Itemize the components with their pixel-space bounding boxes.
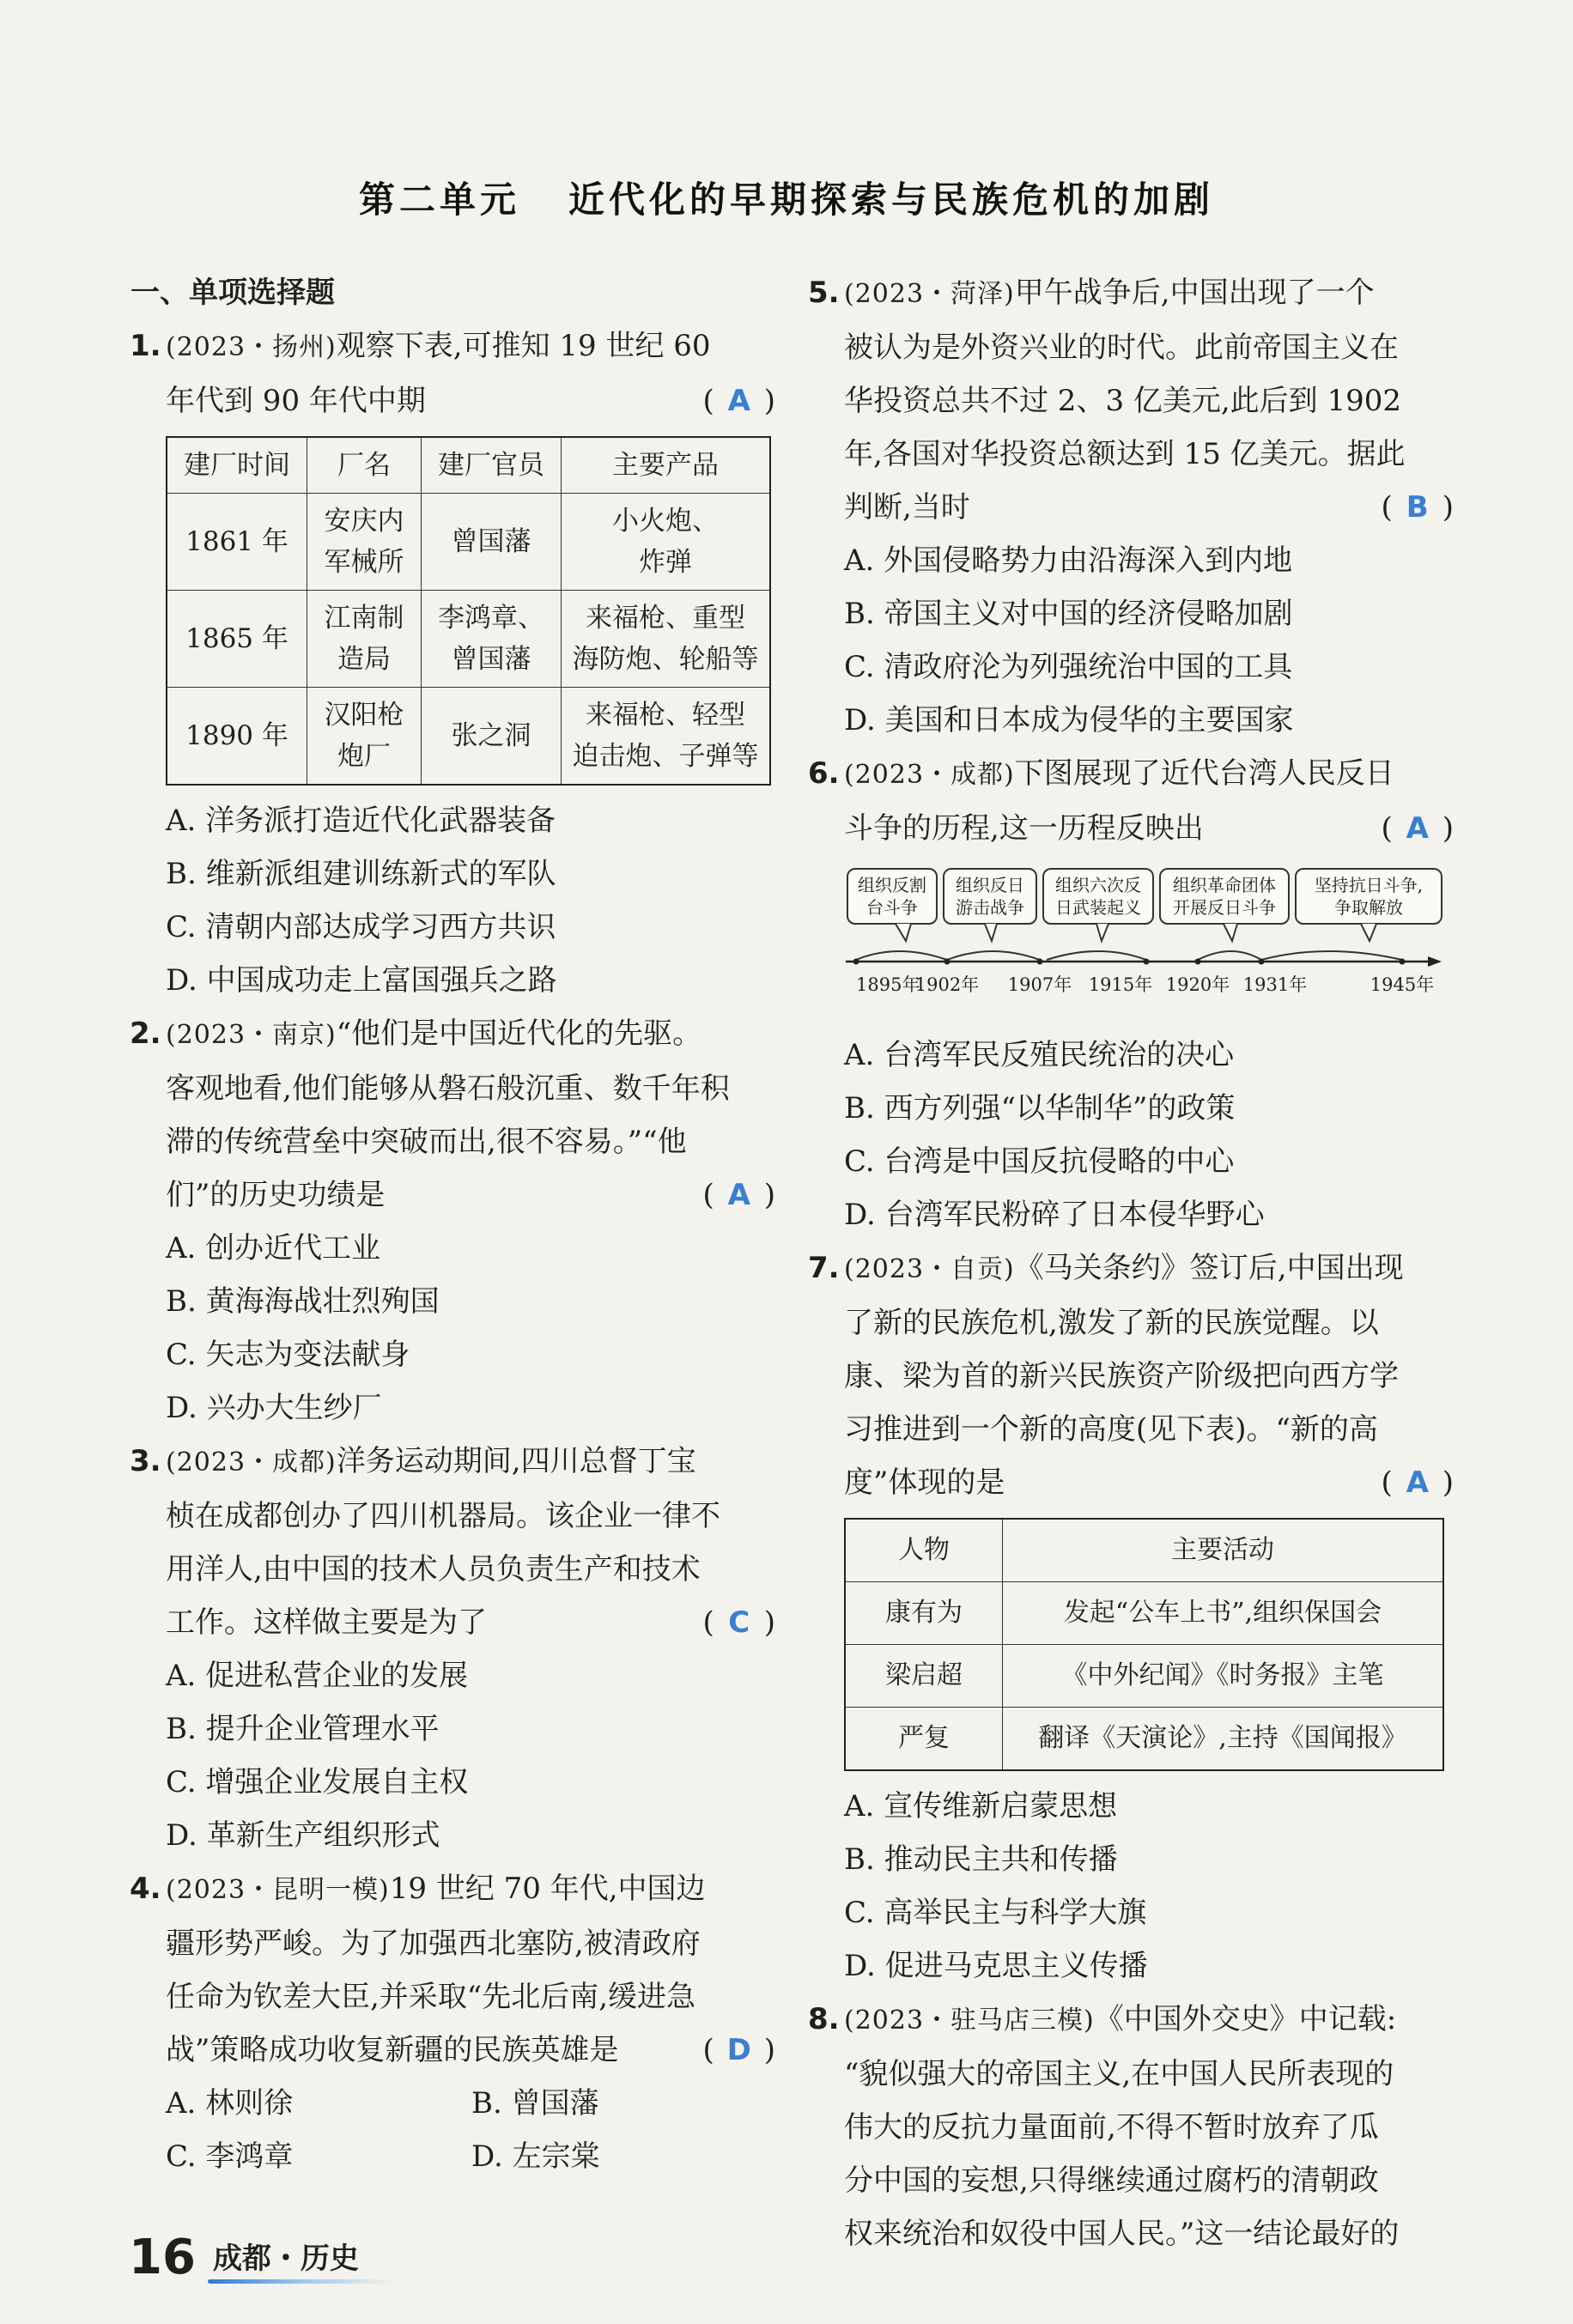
table-row [167, 494, 770, 591]
answer-bracket: ( B ) [1381, 481, 1455, 534]
timeline-event-box [1043, 869, 1153, 941]
table-row [845, 1582, 1443, 1645]
question-stem-line: (2023・菏泽)甲午战争后,中国出现了一个 [844, 276, 1375, 310]
table-header: 主要产品 [562, 437, 771, 494]
question-source: (2023・南京) [166, 1020, 337, 1050]
option-b: B. 提升企业管理水平 [166, 1712, 440, 1746]
question-6 [808, 747, 1455, 855]
answer-bracket: ( A ) [702, 1168, 777, 1222]
question-5 [808, 266, 1455, 534]
footer-underline [208, 2279, 393, 2284]
timeline-year-label: 1931年 [1242, 974, 1308, 995]
question-number: 3. [130, 1444, 161, 1478]
svg-text:组织六次反: 组织六次反 [1055, 875, 1141, 895]
question-stem-line: 度”体现的是 ( A ) [844, 1456, 1455, 1509]
answer-bracket: ( C ) [702, 1596, 777, 1649]
option-a: A. 促进私营企业的发展 [166, 1659, 469, 1693]
svg-text:坚持抗日斗争,: 坚持抗日斗争, [1314, 875, 1424, 895]
svg-text:台斗争: 台斗争 [866, 897, 918, 918]
question-stem-line: 桢在成都创办了四川机器局。该企业一律不 [166, 1499, 720, 1533]
table-cell: 发起“公车上书”,组织保国会 [1003, 1582, 1444, 1645]
question-number: 1. [130, 329, 161, 363]
answer-letter: D [726, 2033, 753, 2067]
question-2 [130, 1007, 777, 1222]
timeline-span [1047, 951, 1146, 960]
table-header-row [167, 437, 770, 494]
question-stem-line: 战”策略成功收复新疆的民族英雄是 ( D ) [166, 2024, 777, 2077]
question-stem-line: 客观地看,他们能够从磐石般沉重、数千年积 [166, 1071, 730, 1106]
answer-letter: A [727, 1178, 752, 1212]
question-8 [808, 1993, 1455, 2260]
question-1 [130, 319, 777, 428]
timeline-span [856, 951, 947, 960]
question-3 [130, 1435, 777, 1649]
option-b: B. 曾国藩 [471, 2086, 599, 2121]
table-cell: 李鸿章、 曾国藩 [422, 591, 562, 688]
table-header: 建厂官员 [422, 437, 562, 494]
page-footer [129, 2232, 359, 2284]
question-stem-line: 疆形势严峻。为了加强西北塞防,被清政府 [166, 1927, 701, 1961]
timeline-year-label: 1915年 [1088, 974, 1153, 995]
table-cell: 安庆内 军械所 [307, 494, 422, 591]
footer-label: 成都・历史 [213, 2235, 359, 2284]
table-cell: 江南制 造局 [307, 591, 422, 688]
timeline-year-label: 1895年 [856, 974, 920, 995]
question-stem-line: 华投资总共不过 2、3 亿美元,此后到 1902 [844, 384, 1402, 418]
timeline-figure [846, 864, 1455, 1018]
question-source: (2023・扬州) [166, 332, 337, 362]
option-d: D. 革新生产组织形式 [166, 1818, 440, 1853]
question-stem-line: (2023・自贡)《马关条约》签订后,中国出现 [844, 1251, 1404, 1285]
unit-title [0, 172, 1573, 223]
question-stem-line: 习推进到一个新的高度(见下表)。“新的高 [844, 1412, 1378, 1447]
table-cell: 小火炮、 炸弹 [562, 494, 771, 591]
table-cell: 来福枪、轻型 迫击炮、子弹等 [562, 688, 771, 786]
question-stem-line: 判断,当时 ( B ) [844, 481, 1455, 534]
svg-text:开展反日斗争: 开展反日斗争 [1173, 897, 1276, 918]
question-stem-line: “貌似强大的帝国主义,在中国人民所表现的 [844, 2057, 1394, 2091]
option-a: A. 外国侵略势力由沿海深入到内地 [844, 543, 1293, 578]
question-source: (2023・自贡) [844, 1254, 1015, 1284]
table-row [167, 688, 770, 786]
timeline-year-label: 1907年 [1007, 974, 1072, 995]
timeline-span [1261, 951, 1402, 960]
question-number: 2. [130, 1016, 161, 1051]
option-b: B. 帝国主义对中国的经济侵略加剧 [844, 597, 1293, 631]
table-cell: 翻译《天演论》,主持《国闻报》 [1003, 1708, 1444, 1771]
option-d: D. 美国和日本成为侵华的主要国家 [844, 703, 1294, 737]
option-d: D. 中国成功走上富国强兵之路 [166, 963, 557, 998]
table-row [845, 1645, 1443, 1708]
question-stem-line: 分中国的妄想,只得继续通过腐朽的清朝政 [844, 2163, 1379, 2198]
timeline-year-label: 1902年 [914, 974, 980, 995]
unit-name: 近代化的早期探索与民族危机的加剧 [568, 179, 1215, 221]
answer-bracket: ( A ) [702, 374, 777, 428]
timeline-arrow [1428, 956, 1442, 967]
option-a: A. 林则徐 [166, 2086, 294, 2121]
timeline-svg [846, 864, 1447, 1001]
question-stem-line: 年代到 90 年代中期 ( A ) [166, 374, 777, 428]
table-header: 厂名 [307, 437, 422, 494]
option-c: C. 台湾是中国反抗侵略的中心 [844, 1144, 1235, 1179]
options-row [133, 2130, 777, 2183]
question-stem-line: (2023・驻马店三模)《中国外交史》中记载: [844, 2002, 1397, 2036]
unit-number: 第二单元 [358, 179, 520, 221]
question-stem-line: (2023・成都)下图展现了近代台湾人民反日 [844, 756, 1394, 791]
table-cell: 《中外纪闻》《时务报》主笔 [1003, 1645, 1444, 1708]
question-number: 7. [808, 1251, 840, 1285]
option-b: B. 黄海海战壮烈殉国 [166, 1284, 440, 1319]
answer-letter: A [1406, 1465, 1430, 1500]
question-source: (2023・菏泽) [844, 279, 1015, 309]
question-stem-line: (2023・昆明一模)19 世纪 70 年代,中国边 [166, 1872, 706, 1906]
timeline-span [1198, 951, 1261, 960]
option-c: C. 李鸿章 [166, 2139, 294, 2174]
table-cell: 曾国藩 [422, 494, 562, 591]
table-cell: 康有为 [845, 1582, 1003, 1645]
answer-letter: A [727, 384, 752, 418]
option-b: B. 推动民主共和传播 [844, 1842, 1118, 1877]
timeline-span [947, 951, 1040, 960]
table-cell: 1865 年 [167, 591, 307, 688]
timeline-event-box [944, 869, 1036, 941]
table-cell: 张之洞 [422, 688, 562, 786]
answer-letter: B [1406, 490, 1430, 525]
table-cell: 汉阳枪 炮厂 [307, 688, 422, 786]
question-stem-line: 权来统治和奴役中国人民。”这一结论最好的 [844, 2217, 1400, 2251]
option-d: D. 兴办大生纱厂 [166, 1391, 382, 1425]
question-stem-line: 被认为是外资兴业的时代。此前帝国主义在 [844, 331, 1399, 365]
question-stem-line: 了新的民族危机,激发了新的民族觉醒。以 [844, 1306, 1379, 1340]
question-stem-line: 滞的传统营垒中突破而出,很不容易。”“他 [166, 1125, 687, 1159]
svg-text:日武装起义: 日武装起义 [1055, 897, 1141, 918]
table-cell: 来福枪、重型 海防炮、轮船等 [562, 591, 771, 688]
table-header-row [845, 1519, 1443, 1582]
table-cell: 1861 年 [167, 494, 307, 591]
answer-letter: A [1406, 811, 1430, 846]
question-stem-line: (2023・南京)“他们是中国近代化的先驱。 [166, 1016, 702, 1051]
option-d: D. 左宗棠 [471, 2139, 600, 2174]
option-c: C. 清政府沦为列强统治中国的工具 [844, 650, 1293, 684]
question-stem-line: (2023・扬州)观察下表,可推知 19 世纪 60 [166, 329, 711, 363]
question-source: (2023・昆明一模) [166, 1875, 390, 1905]
question-source: (2023・成都) [844, 760, 1015, 790]
option-a: A. 宣传维新启蒙思想 [844, 1789, 1118, 1823]
question-number: 8. [808, 2002, 840, 2036]
question-stem-line: (2023・成都)洋务运动期间,四川总督丁宝 [166, 1444, 696, 1478]
option-d: D. 促进马克思主义传播 [844, 1949, 1148, 1983]
timeline-event-box [1296, 869, 1442, 941]
timeline-year-label: 1920年 [1165, 974, 1230, 995]
question-number: 5. [808, 276, 840, 310]
question-stem-line: 工作。这样做主要是为了 ( C ) [166, 1596, 777, 1649]
table-header: 建厂时间 [167, 437, 307, 494]
question-stem-line: 康、梁为首的新兴民族资产阶级把向西方学 [844, 1359, 1399, 1393]
question-source: (2023・成都) [166, 1447, 337, 1478]
question-stem-line: 们”的历史功绩是 ( A ) [166, 1168, 777, 1222]
answer-bracket: ( A ) [1381, 802, 1455, 855]
question-source: (2023・驻马店三模) [844, 2005, 1095, 2036]
option-a: A. 台湾军民反殖民统治的决心 [844, 1038, 1235, 1072]
options-row [133, 2077, 777, 2130]
question-7 [808, 1241, 1455, 1509]
table-header: 主要活动 [1003, 1519, 1444, 1582]
factory-table [166, 436, 771, 786]
left-column [130, 266, 777, 2183]
option-c: C. 增强企业发展自主权 [166, 1765, 469, 1799]
timeline-event-box [847, 869, 937, 941]
svg-text:游击战争: 游击战争 [956, 897, 1024, 918]
option-a: A. 洋务派打造近代化武器装备 [166, 804, 556, 838]
table-header: 人物 [845, 1519, 1003, 1582]
question-stem-line: 斗争的历程,这一历程反映出 ( A ) [844, 802, 1455, 855]
question-stem-line: 用洋人,由中国的技术人员负责生产和技术 [166, 1552, 701, 1587]
answer-bracket: ( A ) [1381, 1456, 1455, 1509]
question-number: 6. [808, 756, 840, 791]
right-column [808, 266, 1455, 2260]
option-b: B. 西方列强“以华制华”的政策 [844, 1091, 1236, 1126]
section-heading: 一、单项选择题 [131, 276, 335, 310]
option-b: B. 维新派组建训练新式的军队 [166, 857, 556, 891]
table-cell: 梁启超 [845, 1645, 1003, 1708]
option-c: C. 矢志为变法献身 [166, 1338, 410, 1372]
people-table [844, 1518, 1444, 1771]
page-number: 16 [129, 2230, 196, 2285]
svg-text:组织反日: 组织反日 [956, 875, 1024, 895]
table-cell: 1890 年 [167, 688, 307, 786]
table-row [845, 1708, 1443, 1771]
svg-text:争取解放: 争取解放 [1334, 897, 1403, 918]
svg-text:组织反割: 组织反割 [858, 875, 926, 895]
answer-bracket: ( D ) [702, 2024, 777, 2077]
option-c: C. 清朝内部达成学习西方共识 [166, 910, 556, 944]
option-c: C. 高举民主与科学大旗 [844, 1896, 1147, 1930]
table-cell: 严复 [845, 1708, 1003, 1771]
question-stem-line: 年,各国对华投资总额达到 15 亿美元。据此 [844, 437, 1406, 471]
question-number: 4. [130, 1872, 161, 1906]
question-4 [130, 1862, 777, 2077]
question-stem-line: 伟大的反抗力量面前,不得不暂时放弃了瓜 [844, 2110, 1379, 2145]
svg-text:组织革命团体: 组织革命团体 [1173, 875, 1276, 895]
answer-letter: C [728, 1605, 752, 1640]
option-d: D. 台湾军民粉碎了日本侵华野心 [844, 1198, 1265, 1232]
option-a: A. 创办近代工业 [166, 1231, 381, 1265]
timeline-event-box [1160, 869, 1289, 941]
question-stem-line: 任命为钦差大臣,并采取“先北后南,缓进急 [166, 1980, 695, 2014]
timeline-year-label: 1945年 [1370, 974, 1435, 995]
table-row [167, 591, 770, 688]
